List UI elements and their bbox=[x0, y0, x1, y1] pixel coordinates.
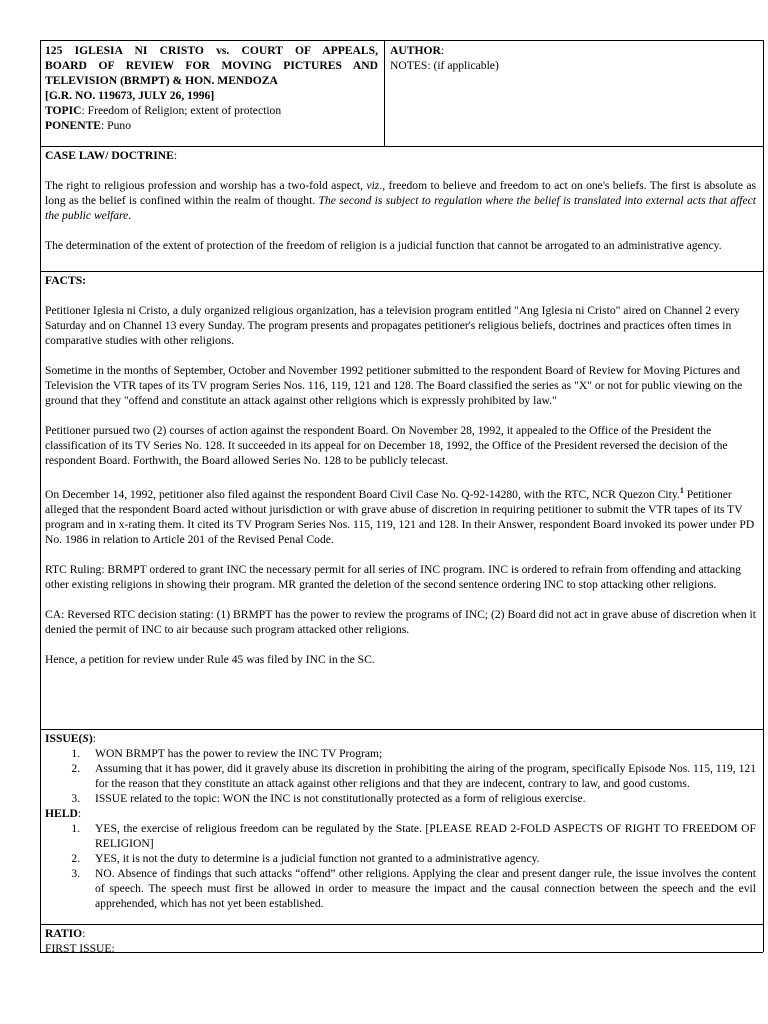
held-item: 2. YES, it is not the duty to determine is a judicial function not granted to a administrative agency. bbox=[83, 851, 756, 866]
case-citation: [G.R. NO. 119673, JULY 26, 1996] bbox=[45, 89, 215, 102]
row-divider-header bbox=[40, 146, 763, 147]
doctrine-paragraph: The right to religious profession and worship has a two-fold aspect, viz., freedom to believe and freedom to act on one's beliefs. The first is absolute as long as the belief is confined within the realm of thought. The second is subject to regulation where the belief is translated into external acts that affect the public welfare. bbox=[45, 179, 756, 222]
header-column-divider bbox=[384, 40, 385, 146]
case-title-line: 125 IGLESIA NI CRISTO vs. COURT OF APPEALS, bbox=[45, 44, 378, 57]
held-list bbox=[45, 821, 756, 911]
row-divider-doctrine bbox=[40, 271, 763, 272]
facts-heading: FACTS: bbox=[45, 274, 87, 287]
ratio-section bbox=[45, 926, 756, 956]
doctrine-section bbox=[45, 148, 756, 253]
case-title-line: TELEVISION (BRMPT) & HON. MENDOZA bbox=[45, 74, 278, 87]
facts-paragraph: Sometime in the months of September, October and November 1992 petitioner submitted to the respondent Board of Review for Moving Pictures and Television the VTR tapes of its TV program Series Nos. 116, 119, 121 and 128. The Board classified the series as "X" or not for public viewing on the ground that they "offend and constitute an attack against other religions which is expressly prohibited by law." bbox=[45, 364, 743, 407]
table-border-top bbox=[40, 40, 763, 41]
topic-line bbox=[45, 103, 378, 118]
author-line bbox=[390, 43, 756, 58]
facts-section bbox=[45, 273, 756, 667]
author-label: AUTHOR bbox=[390, 44, 441, 57]
author-colon: : bbox=[440, 44, 445, 57]
ponente-value: : Puno bbox=[101, 119, 132, 132]
row-divider-facts bbox=[40, 729, 763, 730]
facts-paragraph: Petitioner Iglesia ni Cristo, a duly organized religious organization, has a television program entitled "Ang Iglesia ni Cristo" aired on Channel 2 every Saturday and on Channel 13 every Sunday. The program presents and propagates petitioner's religious beliefs, doctrines and practices often times in comparative studies with other religions. bbox=[45, 304, 740, 347]
facts-paragraph: CA: Reversed RTC decision stating: (1) BRMPT has the power to review the programs of INC; (2) Board did not act in grave abuse of discretion when it denied the permit of INC to air because such program attacked other religions. bbox=[45, 607, 756, 636]
issue-item: 1. WON BRMPT has the power to review the INC TV Program; bbox=[83, 746, 756, 761]
footnote-marker: 1 bbox=[679, 486, 684, 495]
held-heading: HELD: bbox=[45, 807, 82, 820]
facts-paragraph: RTC Ruling: BRMPT ordered to grant INC the necessary permit for all series of INC program. INC is ordered to refrain from offending and attacking other existing religions in showing their program. MR granted the deletion of the second sentence ordering INC to stop attacking other religions. bbox=[45, 562, 741, 591]
doctrine-paragraph: The determination of the extent of protection of the freedom of religion is a judicial function that cannot be arrogated to an administrative agency. bbox=[45, 239, 722, 252]
doctrine-heading: CASE LAW/ DOCTRINE: bbox=[45, 149, 178, 162]
facts-paragraph: Hence, a petition for review under Rule 45 was filed by INC in the SC. bbox=[45, 652, 375, 666]
issue-item: 3. ISSUE related to the topic: WON the INC is not constitutionally protected as a form of religious exercise. bbox=[83, 791, 756, 806]
ponente-line bbox=[45, 118, 378, 133]
held-item: 1. YES, the exercise of religious freedom can be regulated by the State. [PLEASE READ 2-FOLD ASPECTS OF RIGHT TO FREEDOM OF RELIGION] bbox=[83, 821, 756, 851]
author-cell bbox=[390, 43, 756, 73]
topic-value: : Freedom of Religion; extent of protection bbox=[81, 104, 282, 117]
case-header bbox=[45, 43, 378, 133]
issues-held-section bbox=[45, 731, 756, 911]
ponente-label: PONENTE bbox=[45, 119, 102, 132]
facts-paragraph: Petitioner pursued two (2) courses of action against the respondent Board. On November 28, 1992, it appealed to the Office of the President the classification of its TV Series No. 128. It succeeded in its appeal for on December 18, 1992, the Office of the President reversed the decision of the respondent Board. Forthwith, the Board allowed Series No. 128 to be publicly telecast. bbox=[45, 424, 728, 467]
issues-heading: ISSUE(S): bbox=[45, 732, 96, 745]
held-item: 3. NO. Absence of findings that such attacks “offend” other religions. Applying the clear and present danger rule, the issue involves the content of speech. The speech must first be allowed in order to measure the impact and the causal connection between the speech and the evil apprehended, which has not yet been established. bbox=[83, 866, 756, 911]
row-divider-held bbox=[40, 924, 763, 925]
ratio-heading: RATIO: bbox=[45, 927, 86, 940]
notes-line: NOTES: (if applicable) bbox=[390, 59, 499, 72]
first-issue-label: FIRST ISSUE: bbox=[45, 942, 115, 955]
issues-list bbox=[45, 746, 756, 806]
case-title-line: BOARD OF REVIEW FOR MOVING PICTURES AND bbox=[45, 59, 378, 72]
facts-paragraph: On December 14, 1992, petitioner also filed against the respondent Board Civil Case No. Q-92-14280, with the RTC, NCR Quezon City.$^1$ Petitioner alleged that the respondent Board acted without jurisdiction or with grave abuse of discretion in requiring petitioner to submit the VTR tapes of its TV program and in x-rating them. It cited its TV Program Series Nos. 115, 119, 121 and 128. In their Answer, respondent Board invoked its power under PD No. 1986 in relation to Article 201 of the Revised Penal Code. bbox=[45, 486, 755, 546]
topic-label: TOPIC bbox=[45, 104, 82, 117]
issue-item: 2. Assuming that it has power, did it gravely abuse its discretion in prohibiting the airing of the program, specifically Episode Nos. 115, 119, 121 for the reason that they constitute an attack against other religions and that they are indecent, contrary to law, and good customs. bbox=[83, 761, 756, 791]
